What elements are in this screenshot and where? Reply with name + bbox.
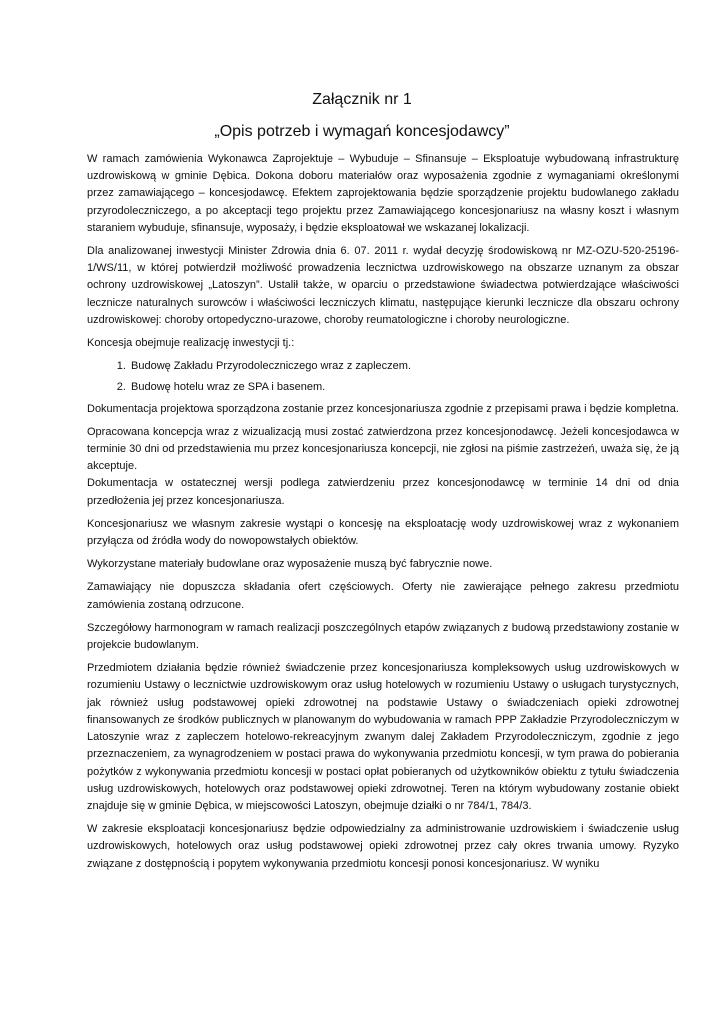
paragraph-water-concession: Koncesjonariusz we własnym zakresie wystąpi o koncesję na eksploatację wody uzdrowiskowej wraz z wykonaniem przyłącza od źródła wody do nowopowstałych obiektów. (87, 517, 679, 548)
document-subtitle: „Opis potrzeb i wymagań koncesjodawcy” (214, 123, 510, 140)
paragraph-documentation: Dokumentacja projektowa sporządzona zostanie przez koncesjonariusza zgodnie z przepisami prawa i będzie kompletna. (87, 402, 679, 415)
list-item: 1. Budowę Zakładu Przyrodoleczniczego wraz z zapleczem. (129, 358, 679, 375)
paragraph-scope: W ramach zamówienia Wykonawca Zaprojektuje – Wybuduje – Sfinansuje – Eksploatuje wybudowaną infrastrukturę uzdrowiskową w gminie Dębica. Dokona doboru materiałów oraz wyposażenia zgodnie z wymaganiami określonymi przez zamawiającego – koncesjodawcę. Efektem zaprojektowania będzie sporządzenie projektu budowlanego zakładu przyrodoleczniczego, a po akceptacji tego projektu przez Zamawiającego koncesjonariusz na własny koszt i własnym staraniem wybuduje, sfinansuje, wyposaży, i będzie eksploatował we wskazanej lokalizacji. (87, 153, 679, 234)
paragraph-operation: W zakresie eksploatacji koncesjonariusz będzie odpowiedzialny za administrowanie uzdrowiskiem i świadczenie usług uzdrowiskowych, hotelowych oraz usług podstawowej opieki zdrowotnej przez cały okres trwania umowy. Ryzyko związane z dostępnością i popytem wykonywania przedmiotu koncesji ponosi koncesjonariusz. W wyniku (87, 823, 679, 870)
paragraph-concept-approval: Opracowana koncepcja wraz z wizualizacją musi zostać zatwierdzona przez koncesjonodawcę. Jeżeli koncesjodawca w terminie 30 dni od przedstawienia mu przez koncesjonariusza koncepcji, nie zgłosi na piśmie zastrzeżeń, uważa się, że ją akceptuje. (87, 425, 679, 473)
document-title: Załącznik nr 1 (312, 91, 412, 108)
paragraph-environmental-decision: Dla analizowanej inwestycji Minister Zdrowia dnia 6. 07. 2011 r. wydał decyzję środowiskową nr MZ-OZU-520-25196-1/WS/11, w której potwierdził możliwość prowadzenia lecznictwa uzdrowiskowego na obszarze uznanym za obszar ochrony uzdrowiskowej „Latoszyn”. Ustalił także, w oparciu o przedstawione świadectwa potwierdzające właściwości lecznicze naturalnych surowców i właściwości leczniczych klimatu, następujące kierunki lecznicze dla obszaru ochrony uzdrowiskowej: choroby ortopedyczno-urazowe, choroby reumatologiczne i choroby neurologiczne. (87, 245, 679, 326)
list-item: 2. Budowę hotelu wraz ze SPA i basenem. (129, 379, 679, 396)
investment-list (87, 358, 679, 396)
paragraph-final-approval: Dokumentacja w ostatecznej wersji podlega zatwierdzeniu przez koncesjonodawcę w terminie 14 dni od dnia przedłożenia jej przez koncesjonariusza. (87, 477, 679, 507)
paragraph-partial-offers: Zamawiający nie dopuszcza składania ofert częściowych. Oferty nie zawierające pełnego zakresu przedmiotu zamówienia zostaną odrzucone. (87, 581, 679, 611)
document-body (87, 151, 679, 879)
paragraph-services: Przedmiotem działania będzie również świadczenie przez koncesjonariusza kompleksowych usług uzdrowiskowych w rozumieniu Ustawy o lecznictwie uzdrowiskowym oraz usług hotelowych w rozumieniu Ustawy o usługach turystycznych, jak również usług podstawowej opieki zdrowotnej na podstawie Ustawy o świadczeniach opieki zdrowotnej finansowanych ze środków publicznych w planowanym do wybudowania w ramach PPP Zakładzie Przyrodoleczniczym w Latoszynie wraz z zapleczem hotelowo-rekreacyjnym zwanym dalej Zakładem Przyrodoleczniczym, zgodnie z jego przeznaczeniem, za wynagrodzeniem w postaci prawa do wykonywania przedmiotu koncesji, w tym prawa do pobierania pożytków z wykonywania przedmiotu koncesji w postaci opłat pobieranych od użytkowników obiektu z tytułu świadczenia usług uzdrowiskowych, hotelowych oraz podstawowej opieki zdrowotnej. Teren na którym wybudowany zostanie obiekt znajduje się w gminie Dębica, w miejscowości Latoszyn, obejmuje działki o nr 784/1, 784/3. (87, 662, 679, 812)
paragraph-concession-scope: Koncesja obejmuje realizację inwestycji tj.: (87, 337, 295, 350)
paragraph-materials: Wykorzystane materiały budowlane oraz wyposażenie muszą być fabrycznie nowe. (87, 558, 493, 571)
paragraph-schedule: Szczegółowy harmonogram w ramach realizacji poszczególnych etapów związanych z budową przedstawiony zostanie w projekcie budowlanym. (87, 621, 679, 652)
